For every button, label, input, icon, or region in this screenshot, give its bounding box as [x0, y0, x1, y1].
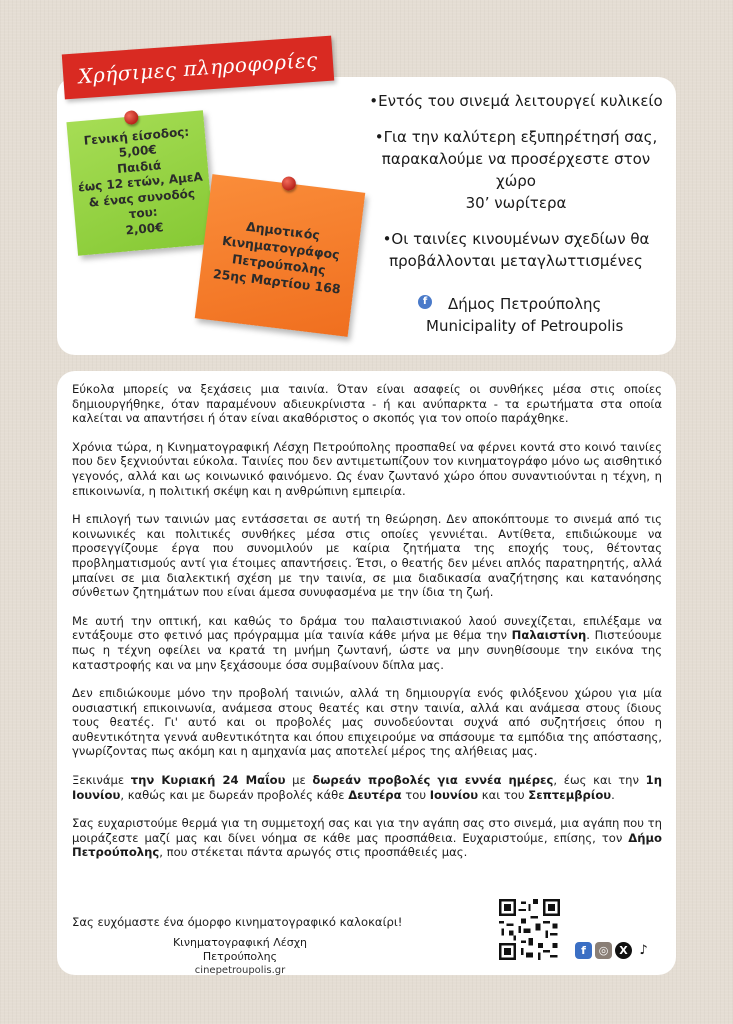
pushpin-icon [281, 176, 297, 192]
qr-code[interactable] [499, 899, 560, 960]
venue-text: Δημοτικός Κινηματογράφος Πετρούπολης 25ης Μαρτίου 168 [212, 218, 342, 297]
municipality-name-en: Municipality of Petroupolis [426, 317, 624, 335]
info-item-arrival: •Για την καλύτερη εξυπηρέτησή σας, παρακαλούμε να προσέρχεστε στον χώρο 30’ νωρίτερα [374, 128, 658, 212]
facebook-icon[interactable]: f [575, 942, 592, 959]
paragraph-6: Ξεκινάμε την Κυριακή 24 Μαΐου με δωρεάν προβολές για εννέα ημέρες, έως και την 1η Ιουνίου, καθώς και με δωρεάν προβολές κάθε Δευτέρα του Ιουνίου και του Σεπτεμβρίου. [72, 773, 662, 802]
banner-title: Χρήσιμες πληροφορίες [77, 47, 319, 88]
info-item-canteen: •Εντός του σινεμά λειτουργεί κυλικείο [369, 92, 663, 110]
instagram-icon[interactable]: ◎ [595, 942, 612, 959]
closing-line: Σας ευχόμαστε ένα όμορφο κινηματογραφικό καλοκαίρι! [72, 915, 403, 929]
venue-note [195, 174, 366, 337]
website-link[interactable]: cinepetroupolis.gr [194, 965, 286, 976]
paragraph-3: Η επιλογή των ταινιών μας εντάσσεται σε αυτή τη θεώρηση. Δεν αποκόπτουμε το σινεμά από τις κοινωνικές και πολιτικές συνθήκες μέσα στις οποίες γεννιέται. Αντίθετα, επιδιώκουμε να προσεγγίζουμε έργα που συνομιλούν με καίρια ζητήματα της εποχής τους, θέτοντας προβληματισμούς αντί για έτοιμες απαντήσεις. Έτσι, ο θεατής δεν μένει απλός παρατηρητής, αλλά μπαίνει σε μια διαλεκτική σχέση με την ταινία, σε μια διαδικασία αναζήτησης και κατανόησης σύνθετων ζητημάτων που είναι άμεσα συνυφασμένα με την ίδια τη ζωή. [72, 512, 662, 600]
letter-body [72, 382, 662, 874]
info-list [360, 90, 672, 286]
prices-note [66, 110, 214, 255]
paragraph-1: Εύκολα μπορείς να ξεχάσεις μια ταινία. Όταν είναι ασαφείς οι συνθήκες μέσα στις οποίες δημιουργήθηκε, όταν παραμένουν αδιευκρίνιστα - ή και ανύπαρκτα - τα ερωτήματα στα οποία καλείται να απαντήσει ή όταν είναι ακαθόριστος ο σκοπός για τον οποίο παράχθηκε. [72, 382, 662, 426]
municipality-name-gr: Δήμος Πετρούπολης [448, 295, 602, 313]
pushpin-icon [124, 110, 139, 125]
club-name: Κινηματογραφική Λέσχη Πετρούπολης [172, 936, 308, 963]
paragraph-4: Με αυτή την οπτική, και καθώς το δράμα του παλαιστινιακού λαού συνεχίζεται, επιλέξαμε να εντάξουμε στο φετινό μας πρόγραμμα μία ταινία κάθε μήνα με θέμα την Παλαιστίνη. Πιστεύουμε πως η τέχνη οφείλει να κρατά τη μνήμη ζωντανή, ώστε να μην συνηθίσουμε την εικόνα της καταστροφής και να μην ξεχάσουμε όσα συμβαίνουν δίπλα μας. [72, 613, 662, 672]
info-item-dubbed: •Οι ταινίες κινουμένων σχεδίων θα προβάλλονται μεταγλωττισμένες [382, 230, 650, 270]
facebook-icon[interactable]: f [418, 295, 432, 309]
paragraph-7: Σας ευχαριστούμε θερμά για τη συμμετοχή σας και για την αγάπη σας στο σινεμά, μια αγάπη που τη μοιράζεστε μαζί μας και δίνει νόημα σε κάθε μας προσπάθεια. Ευχαριστούμε, επίσης, τον Δήμο Πετρούπολης, που στέκεται πάντα αρωγός στις προσπάθειές μας. [72, 816, 662, 860]
social-icons [575, 942, 652, 959]
signature [140, 936, 340, 978]
paragraph-2: Χρόνια τώρα, η Κινηματογραφική Λέσχη Πετρούπολης προσπαθεί να φέρνει κοντά στο κοινό ταινίες που δεν ξεχνιούνται εύκολα. Ταινίες που δεν αντιμετωπίζουν τον κινηματογράφο μόνο ως αισθητικό γεγονός, αλλά και ως κοινωνικό φαινόμενο. Ως έναν ζωντανό χώρο όπου συναντιούνται η τέχνη, η επικοινωνία, η πολιτική σκέψη και η ανθρώπινη εμπειρία. [72, 439, 662, 498]
x-icon[interactable]: X [615, 942, 632, 959]
tiktok-icon[interactable]: ♪ [635, 942, 652, 959]
paragraph-5: Δεν επιδιώκουμε μόνο την προβολή ταινιών, αλλά τη δημιουργία ενός φιλόξενου χώρου για μία ουσιαστική επικοινωνία, ανάμεσα στους θεατές και στην ταινία, αλλά και ανάμεσα στους ίδιους τους θεατές. Γι' αυτό και οι προβολές μας συνοδεύονται συχνά από συζητήσεις όπου η αυθεντικότητα γεννά αυθεντικότητα και όπου επιχειρούμε να σπάσουμε τα εμπόδια της απόστασης, γνωρίζοντας πως ακόμη και η αμηχανία μας αποτελεί μέρος της αλήθειας μας. [72, 686, 662, 759]
prices-text: Γενική είσοδος: 5,00€ Παιδιά έως 12 ετών, ΑμεΑ & ένας συνοδός του: 2,00€ [77, 124, 204, 238]
